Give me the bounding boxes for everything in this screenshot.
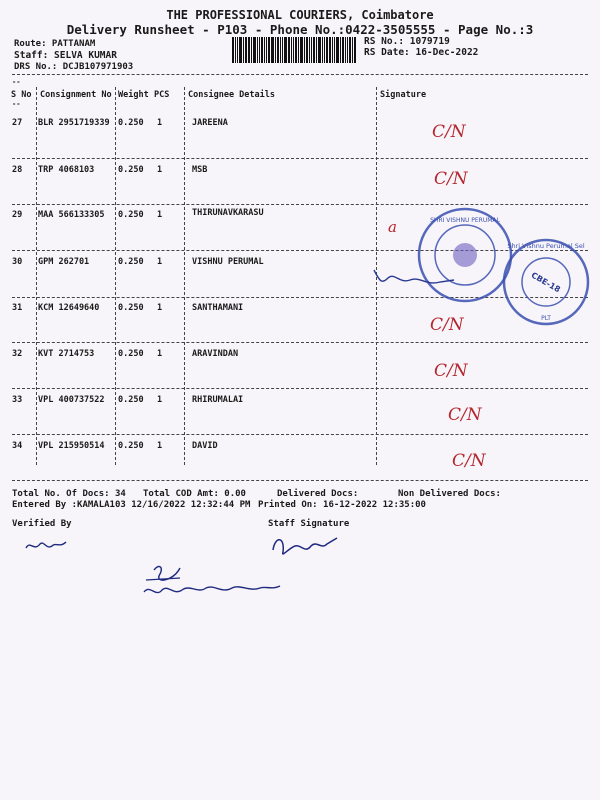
row-weight: 0.250 [118, 303, 144, 313]
barcode-bar [298, 37, 299, 63]
barcode-bar [248, 37, 250, 63]
barcode-bar [237, 37, 238, 63]
row-consignee: RHIRUMALAI [192, 395, 244, 405]
barcode-bar [275, 37, 276, 63]
staff-label: Staff: SELVA KUMAR [14, 50, 117, 61]
barcode-bar [282, 37, 283, 63]
row-sno: 28 [12, 165, 23, 175]
barcode-bar [334, 37, 335, 63]
barcode-bar [300, 37, 303, 63]
barcode-bar [342, 37, 344, 63]
barcode-bar [261, 37, 263, 63]
row-pcs: 1 [157, 165, 163, 175]
row-pcs: 1 [157, 441, 163, 451]
barcode-bar [324, 37, 325, 63]
barcode-bar [332, 37, 333, 63]
barcode-bar [271, 37, 274, 63]
row-weight: 0.250 [118, 441, 144, 451]
barcode-bar [232, 37, 234, 63]
row-weight: 0.250 [118, 257, 144, 267]
entered-by: Entered By :KAMALA103 12/16/2022 12:32:44 PM [12, 500, 251, 510]
barcode-bar [288, 37, 290, 63]
row-consignment: BLR 2951719339 [38, 118, 110, 128]
row-signature: a [388, 218, 397, 236]
row-consignee: JAREENA [192, 118, 228, 128]
barcode-bar [316, 37, 317, 63]
row-consignment: VPL 215950514 [38, 441, 105, 451]
col-pcs: PCS [154, 90, 170, 100]
row-signature: C/N [430, 315, 464, 335]
stamp2-text: Shri Vishnu Perumal Sel [507, 242, 585, 250]
stamp1-text: SHRI VISHNU PERUMAL [430, 217, 500, 224]
barcode-bar [313, 37, 315, 63]
barcode-bar [266, 37, 267, 63]
barcode-bar [291, 37, 292, 63]
row-signature: C/N [448, 405, 482, 425]
barcode-bar [239, 37, 242, 63]
drs-number: DRS No.: DCJB107971903 [14, 62, 134, 72]
barcode-bar [304, 37, 305, 63]
barcode-bar [245, 37, 247, 63]
barcode [232, 37, 356, 63]
signature-scribble [370, 264, 460, 290]
col-sno: S No [11, 90, 32, 100]
row-consignment: TRP 4068103 [38, 165, 95, 175]
row-consignment: MAA 566133305 [38, 210, 105, 220]
barcode-bar [235, 37, 236, 63]
row-sno: 33 [12, 395, 23, 405]
barcode-bar [264, 37, 265, 63]
staff-signature-label: Staff Signature [268, 519, 350, 529]
table-bottom-rule [12, 480, 588, 481]
barcode-bar [318, 37, 321, 63]
row-weight: 0.250 [118, 395, 144, 405]
route-label: Route: PATTANAM [14, 39, 96, 49]
staff-signature [265, 530, 345, 562]
barcode-bar [293, 37, 294, 63]
barcode-bar [243, 37, 244, 63]
barcode-bar [295, 37, 297, 63]
row-rule [12, 388, 588, 389]
row-signature: C/N [452, 451, 486, 471]
row-signature: C/N [434, 361, 468, 381]
row-pcs: 1 [157, 118, 163, 128]
row-consignment: KCM 12649640 [38, 303, 100, 313]
barcode-bar [253, 37, 256, 63]
barcode-bar [354, 37, 356, 63]
row-rule [12, 158, 588, 159]
barcode-bar [345, 37, 346, 63]
row-weight: 0.250 [118, 118, 144, 128]
row-pcs: 1 [157, 303, 163, 313]
row-pcs: 1 [157, 349, 163, 359]
row-consignee: ARAVINDAN [192, 349, 239, 359]
row-consignee: SANTHAMANI [192, 303, 244, 313]
non-delivered-docs: Non Delivered Docs: [398, 489, 501, 499]
delivered-docs: Delivered Docs: [277, 489, 359, 499]
row-consignment: VPL 400737522 [38, 395, 105, 405]
row-consignment: GPM 262701 [38, 257, 90, 267]
row-weight: 0.250 [118, 210, 144, 220]
company-title: THE PROFESSIONAL COURIERS, Coimbatore [166, 8, 434, 22]
row-consignee: MSB [192, 165, 208, 175]
barcode-bar [329, 37, 331, 63]
col-consignment: Consignment No [40, 90, 112, 100]
row-rule [12, 434, 588, 435]
barcode-bar [352, 37, 353, 63]
barcode-bar [306, 37, 308, 63]
col-weight: Weight [118, 90, 149, 100]
barcode-bar [326, 37, 328, 63]
barcode-bar [259, 37, 260, 63]
total-docs: Total No. Of Docs: 34 [12, 489, 126, 499]
barcode-bar [336, 37, 339, 63]
barcode-bar [251, 37, 252, 63]
row-consignee: VISHNU PERUMAL [192, 257, 264, 267]
barcode-bar [311, 37, 312, 63]
row-consignment: KVT 2714753 [38, 349, 95, 359]
row-sno: 34 [12, 441, 23, 451]
company-stamp-2 [498, 234, 594, 330]
runsheet-title: Delivery Runsheet - P103 - Phone No.:0422-3505555 - Page No.:3 [66, 22, 534, 37]
barcode-bar [340, 37, 341, 63]
rs-date: RS Date: 16-Dec-2022 [364, 47, 479, 58]
verifier-signature [20, 532, 80, 556]
row-rule [12, 342, 588, 343]
barcode-bar [349, 37, 351, 63]
row-sno: 30 [12, 257, 23, 267]
row-pcs: 1 [157, 257, 163, 267]
row-sno: 31 [12, 303, 23, 313]
row-pcs: 1 [157, 210, 163, 220]
rs-number: RS No.: 1079719 [364, 36, 450, 47]
handwritten-note [140, 562, 290, 602]
row-consignee: DAVID [192, 441, 218, 451]
barcode-bar [347, 37, 348, 63]
row-weight: 0.250 [118, 165, 144, 175]
stamp2-bottom: PLT [541, 315, 551, 322]
row-signature: C/N [434, 169, 468, 189]
row-pcs: 1 [157, 395, 163, 405]
barcode-bar [280, 37, 281, 63]
row-sno: 27 [12, 118, 23, 128]
printed-on: Printed On: 16-12-2022 12:35:00 [258, 500, 426, 510]
rule-mark-2: -- [12, 100, 21, 108]
row-weight: 0.250 [118, 349, 144, 359]
stamp2-center: CBE-18 [529, 270, 562, 295]
col-signature: Signature [380, 90, 427, 100]
row-signature: C/N [432, 122, 466, 142]
col-consignee: Consignee Details [188, 90, 275, 100]
row-consignee: THIRUNAVKARASU [192, 208, 264, 218]
barcode-bar [268, 37, 270, 63]
total-cod: Total COD Amt: 0.00 [143, 489, 246, 499]
barcode-bar [284, 37, 287, 63]
rule-mark: -- [12, 78, 21, 86]
barcode-bar [257, 37, 258, 63]
row-sno: 29 [12, 210, 23, 220]
barcode-bar [277, 37, 279, 63]
verified-by-label: Verified By [12, 519, 72, 529]
barcode-bar [322, 37, 323, 63]
header-rule [12, 74, 588, 75]
barcode-bar [309, 37, 310, 63]
row-sno: 32 [12, 349, 23, 359]
